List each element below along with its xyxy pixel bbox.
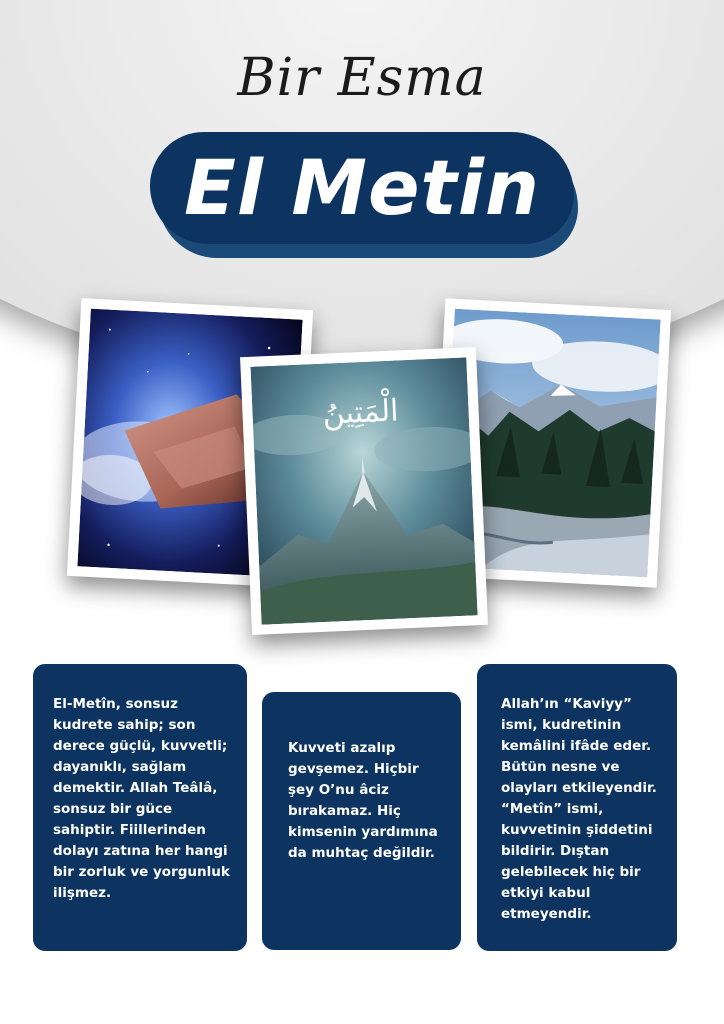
arabic-calligraphy: الْمَتِينُ <box>321 393 400 432</box>
info-card-right <box>477 664 677 951</box>
mountain-image <box>250 357 477 624</box>
title-badge <box>150 130 580 260</box>
info-card-center <box>262 692 461 950</box>
info-card-center-text: Kuvveti azalıp gevşemez. Hiçbir şey O’nu âciz bırakamaz. Hiç kimsenin yardımına da muhtaç değildir. <box>288 740 438 861</box>
page-subtitle: Bir Esma <box>237 48 487 108</box>
info-card-left-text: El-Metîn, sonsuz kudrete sahip; son derece güçlü, kuvvetli; dayanıklı, sağlam demektir. Allah Teâlâ, sonsuz bir güce sahiptir. Fiillerinden dolayı zatına her hangi bir zorluk ve yorgunluk ilişmez. <box>53 696 230 901</box>
page-title: El Metin <box>183 143 541 232</box>
info-card-left <box>33 664 247 951</box>
info-card-right-text: Allah’ın “Kaviyy” ismi, kudretinin kemâlini ifâde eder. Bütün nesne ve olayları etkileyendir. “Metîn” ismi, kuvvetinin şiddetini bildirir. Dıştan gelebilecek hiç bir etkiyi kabul etmeyendir. <box>501 696 657 922</box>
photo-mountain-calligraphy <box>240 347 488 635</box>
